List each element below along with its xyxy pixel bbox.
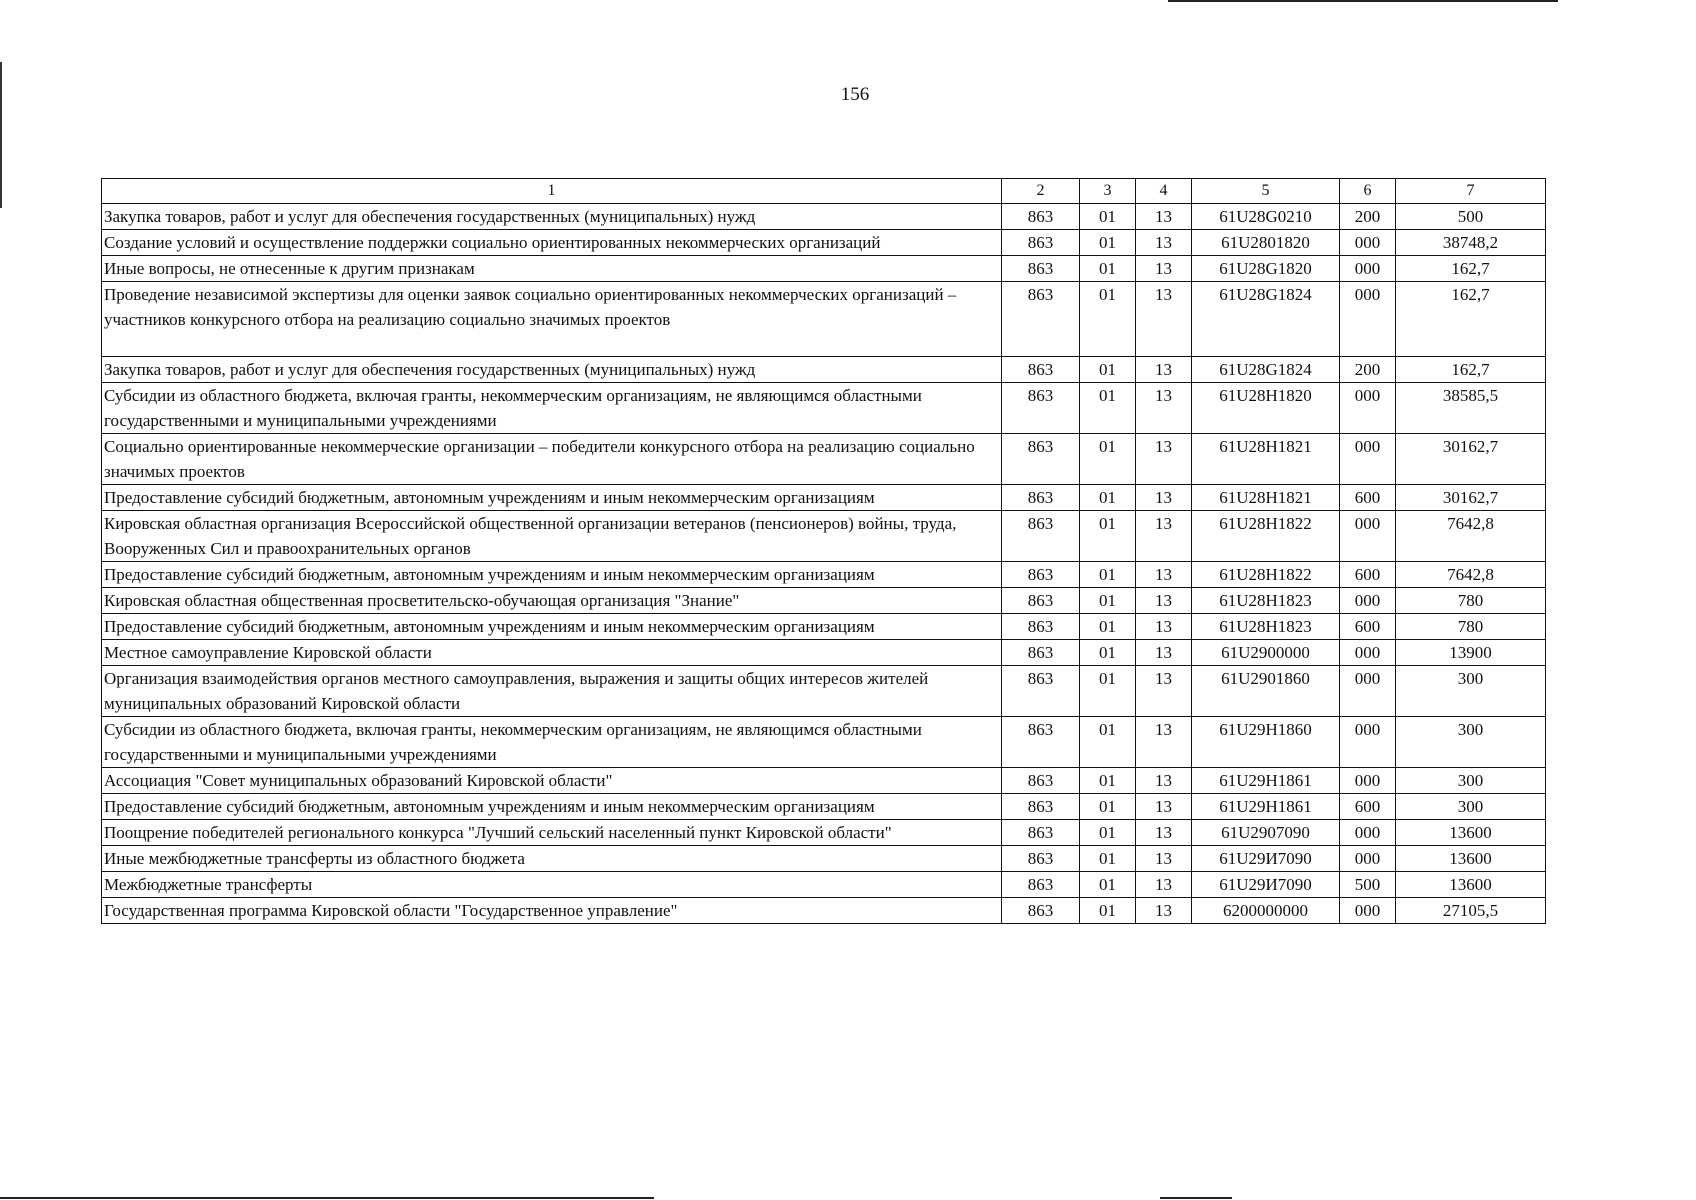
row-c7: 500 — [1396, 204, 1546, 230]
row-c4: 13 — [1136, 383, 1192, 434]
row-c6: 000 — [1340, 256, 1396, 282]
row-c3: 01 — [1080, 666, 1136, 717]
table-row — [102, 820, 1546, 846]
row-name: Организация взаимодействия органов местного самоуправления, выражения и защиты общих интересов жителей муниципальных образований Кировской области — [102, 666, 1002, 717]
row-c2: 863 — [1002, 485, 1080, 511]
row-c5: 61U28H1822 — [1192, 511, 1340, 562]
table-row — [102, 434, 1546, 485]
row-name: Государственная программа Кировской области "Государственное управление" — [102, 898, 1002, 924]
row-c6: 000 — [1340, 434, 1396, 485]
row-name: Межбюджетные трансферты — [102, 872, 1002, 898]
table-row — [102, 588, 1546, 614]
row-c3: 01 — [1080, 794, 1136, 820]
table-row — [102, 717, 1546, 768]
row-name: Предоставление субсидий бюджетным, автономным учреждениям и иным некоммерческим организациям — [102, 614, 1002, 640]
row-c2: 863 — [1002, 282, 1080, 357]
row-c2: 863 — [1002, 640, 1080, 666]
row-c5: 61U29H1861 — [1192, 768, 1340, 794]
scan-edge-bottom-left — [0, 1197, 654, 1199]
row-c5: 61U28H1820 — [1192, 383, 1340, 434]
row-c6: 000 — [1340, 846, 1396, 872]
row-c6: 600 — [1340, 614, 1396, 640]
row-name: Местное самоуправление Кировской области — [102, 640, 1002, 666]
row-c4: 13 — [1136, 820, 1192, 846]
row-name: Проведение независимой экспертизы для оценки заявок социально ориентированных некоммерческих организаций – участников конкурсного отбора на реализацию социально значимых проектов — [102, 282, 1002, 357]
row-c3: 01 — [1080, 717, 1136, 768]
table-row — [102, 640, 1546, 666]
budget-table — [101, 178, 1546, 924]
row-c3: 01 — [1080, 846, 1136, 872]
table-header-row — [102, 179, 1546, 204]
table-row — [102, 666, 1546, 717]
row-c5: 61U2900000 — [1192, 640, 1340, 666]
row-c2: 863 — [1002, 898, 1080, 924]
row-c6: 600 — [1340, 485, 1396, 511]
row-name: Создание условий и осуществление поддержки социально ориентированных некоммерческих организаций — [102, 230, 1002, 256]
row-c3: 01 — [1080, 640, 1136, 666]
row-c7: 162,7 — [1396, 357, 1546, 383]
row-c2: 863 — [1002, 846, 1080, 872]
row-name: Социально ориентированные некоммерческие организации – победители конкурсного отбора на реализацию социально значимых проектов — [102, 434, 1002, 485]
row-c7: 13600 — [1396, 846, 1546, 872]
row-c4: 13 — [1136, 230, 1192, 256]
row-c3: 01 — [1080, 383, 1136, 434]
row-c4: 13 — [1136, 614, 1192, 640]
row-c4: 13 — [1136, 768, 1192, 794]
row-c5: 61U29И7090 — [1192, 872, 1340, 898]
scan-edge-top — [1168, 0, 1558, 2]
row-name: Предоставление субсидий бюджетным, автономным учреждениям и иным некоммерческим организациям — [102, 485, 1002, 511]
row-name: Кировская областная общественная просветительско-обучающая организация "Знание" — [102, 588, 1002, 614]
scan-edge-bottom-right — [1160, 1197, 1232, 1199]
row-c2: 863 — [1002, 794, 1080, 820]
row-c2: 863 — [1002, 230, 1080, 256]
row-c7: 30162,7 — [1396, 434, 1546, 485]
row-c5: 61U29H1861 — [1192, 794, 1340, 820]
row-c6: 000 — [1340, 640, 1396, 666]
row-c3: 01 — [1080, 256, 1136, 282]
table-row — [102, 794, 1546, 820]
row-c5: 61U28H1823 — [1192, 588, 1340, 614]
table-row — [102, 846, 1546, 872]
row-name: Кировская областная организация Всероссийской общественной организации ветеранов (пенсионеров) войны, труда, Вооруженных Сил и правоохранительных органов — [102, 511, 1002, 562]
row-c6: 000 — [1340, 282, 1396, 357]
row-c2: 863 — [1002, 872, 1080, 898]
row-name: Ассоциация "Совет муниципальных образований Кировской области" — [102, 768, 1002, 794]
row-c4: 13 — [1136, 872, 1192, 898]
table-row — [102, 898, 1546, 924]
row-c4: 13 — [1136, 434, 1192, 485]
row-c2: 863 — [1002, 434, 1080, 485]
row-c3: 01 — [1080, 485, 1136, 511]
row-c4: 13 — [1136, 485, 1192, 511]
row-c5: 61U28G1824 — [1192, 357, 1340, 383]
row-c4: 13 — [1136, 256, 1192, 282]
row-c4: 13 — [1136, 588, 1192, 614]
row-c6: 000 — [1340, 588, 1396, 614]
row-c4: 13 — [1136, 511, 1192, 562]
row-c4: 13 — [1136, 846, 1192, 872]
row-c5: 6200000000 — [1192, 898, 1340, 924]
row-c3: 01 — [1080, 872, 1136, 898]
row-c2: 863 — [1002, 666, 1080, 717]
row-c3: 01 — [1080, 511, 1136, 562]
row-c6: 000 — [1340, 230, 1396, 256]
row-c7: 38748,2 — [1396, 230, 1546, 256]
row-c4: 13 — [1136, 666, 1192, 717]
row-c2: 863 — [1002, 511, 1080, 562]
row-c7: 30162,7 — [1396, 485, 1546, 511]
row-c3: 01 — [1080, 898, 1136, 924]
row-c5: 61U28G1820 — [1192, 256, 1340, 282]
row-c6: 000 — [1340, 511, 1396, 562]
row-c3: 01 — [1080, 614, 1136, 640]
table-row — [102, 282, 1546, 357]
row-c4: 13 — [1136, 562, 1192, 588]
row-c5: 61U28H1821 — [1192, 434, 1340, 485]
row-c4: 13 — [1136, 204, 1192, 230]
row-c4: 13 — [1136, 794, 1192, 820]
row-c3: 01 — [1080, 434, 1136, 485]
row-c6: 200 — [1340, 204, 1396, 230]
row-c3: 01 — [1080, 562, 1136, 588]
row-c7: 13600 — [1396, 820, 1546, 846]
column-header: 7 — [1396, 179, 1546, 204]
table-row — [102, 230, 1546, 256]
row-c7: 162,7 — [1396, 256, 1546, 282]
row-c5: 61U2801820 — [1192, 230, 1340, 256]
row-c5: 61U29И7090 — [1192, 846, 1340, 872]
row-name: Предоставление субсидий бюджетным, автономным учреждениям и иным некоммерческим организациям — [102, 794, 1002, 820]
column-header: 2 — [1002, 179, 1080, 204]
table-row — [102, 768, 1546, 794]
row-c7: 300 — [1396, 768, 1546, 794]
row-c3: 01 — [1080, 204, 1136, 230]
row-name: Иные вопросы, не отнесенные к другим признакам — [102, 256, 1002, 282]
row-c2: 863 — [1002, 614, 1080, 640]
row-c3: 01 — [1080, 230, 1136, 256]
row-c6: 200 — [1340, 357, 1396, 383]
column-header: 4 — [1136, 179, 1192, 204]
row-c2: 863 — [1002, 588, 1080, 614]
row-c3: 01 — [1080, 282, 1136, 357]
column-header: 5 — [1192, 179, 1340, 204]
row-c7: 300 — [1396, 717, 1546, 768]
table-row — [102, 614, 1546, 640]
row-name: Субсидии из областного бюджета, включая гранты, некоммерческим организациям, не являющимся областными государственными и муниципальными учреждениями — [102, 717, 1002, 768]
row-c5: 61U28H1822 — [1192, 562, 1340, 588]
row-name: Закупка товаров, работ и услуг для обеспечения государственных (муниципальных) нужд — [102, 204, 1002, 230]
row-c4: 13 — [1136, 640, 1192, 666]
row-c6: 500 — [1340, 872, 1396, 898]
table-row — [102, 357, 1546, 383]
table-row — [102, 256, 1546, 282]
row-c4: 13 — [1136, 282, 1192, 357]
table-row — [102, 562, 1546, 588]
row-c5: 61U28H1823 — [1192, 614, 1340, 640]
row-c5: 61U28G0210 — [1192, 204, 1340, 230]
row-c7: 38585,5 — [1396, 383, 1546, 434]
row-c7: 162,7 — [1396, 282, 1546, 357]
row-c2: 863 — [1002, 256, 1080, 282]
row-name: Иные межбюджетные трансферты из областного бюджета — [102, 846, 1002, 872]
row-name: Закупка товаров, работ и услуг для обеспечения государственных (муниципальных) нужд — [102, 357, 1002, 383]
row-c2: 863 — [1002, 717, 1080, 768]
row-c5: 61U29H1860 — [1192, 717, 1340, 768]
row-c6: 000 — [1340, 768, 1396, 794]
row-c7: 300 — [1396, 666, 1546, 717]
row-c4: 13 — [1136, 717, 1192, 768]
row-name: Предоставление субсидий бюджетным, автономным учреждениям и иным некоммерческим организациям — [102, 562, 1002, 588]
row-c7: 7642,8 — [1396, 562, 1546, 588]
row-c5: 61U2907090 — [1192, 820, 1340, 846]
table-row — [102, 485, 1546, 511]
row-c4: 13 — [1136, 898, 1192, 924]
row-c5: 61U28H1821 — [1192, 485, 1340, 511]
column-header: 6 — [1340, 179, 1396, 204]
row-c2: 863 — [1002, 768, 1080, 794]
row-c7: 27105,5 — [1396, 898, 1546, 924]
row-name: Поощрение победителей регионального конкурса "Лучший сельский населенный пункт Кировской области" — [102, 820, 1002, 846]
row-c6: 600 — [1340, 562, 1396, 588]
row-c2: 863 — [1002, 562, 1080, 588]
row-c2: 863 — [1002, 383, 1080, 434]
row-c7: 7642,8 — [1396, 511, 1546, 562]
row-c6: 000 — [1340, 820, 1396, 846]
row-c2: 863 — [1002, 204, 1080, 230]
row-c3: 01 — [1080, 357, 1136, 383]
table-row — [102, 511, 1546, 562]
row-c3: 01 — [1080, 588, 1136, 614]
row-c5: 61U2901860 — [1192, 666, 1340, 717]
row-c4: 13 — [1136, 357, 1192, 383]
row-c6: 000 — [1340, 383, 1396, 434]
row-c5: 61U28G1824 — [1192, 282, 1340, 357]
row-c3: 01 — [1080, 768, 1136, 794]
row-c7: 780 — [1396, 588, 1546, 614]
row-c7: 13900 — [1396, 640, 1546, 666]
row-c7: 13600 — [1396, 872, 1546, 898]
row-c3: 01 — [1080, 820, 1136, 846]
table-row — [102, 204, 1546, 230]
row-c2: 863 — [1002, 820, 1080, 846]
row-c6: 600 — [1340, 794, 1396, 820]
row-c7: 300 — [1396, 794, 1546, 820]
row-c6: 000 — [1340, 666, 1396, 717]
row-c2: 863 — [1002, 357, 1080, 383]
row-c6: 000 — [1340, 898, 1396, 924]
column-header: 1 — [102, 179, 1002, 204]
row-name: Субсидии из областного бюджета, включая гранты, некоммерческим организациям, не являющимся областными государственными и муниципальными учреждениями — [102, 383, 1002, 434]
table-row — [102, 383, 1546, 434]
row-c6: 000 — [1340, 717, 1396, 768]
table-row — [102, 872, 1546, 898]
page-number: 156 — [840, 84, 870, 105]
column-header: 3 — [1080, 179, 1136, 204]
row-c7: 780 — [1396, 614, 1546, 640]
